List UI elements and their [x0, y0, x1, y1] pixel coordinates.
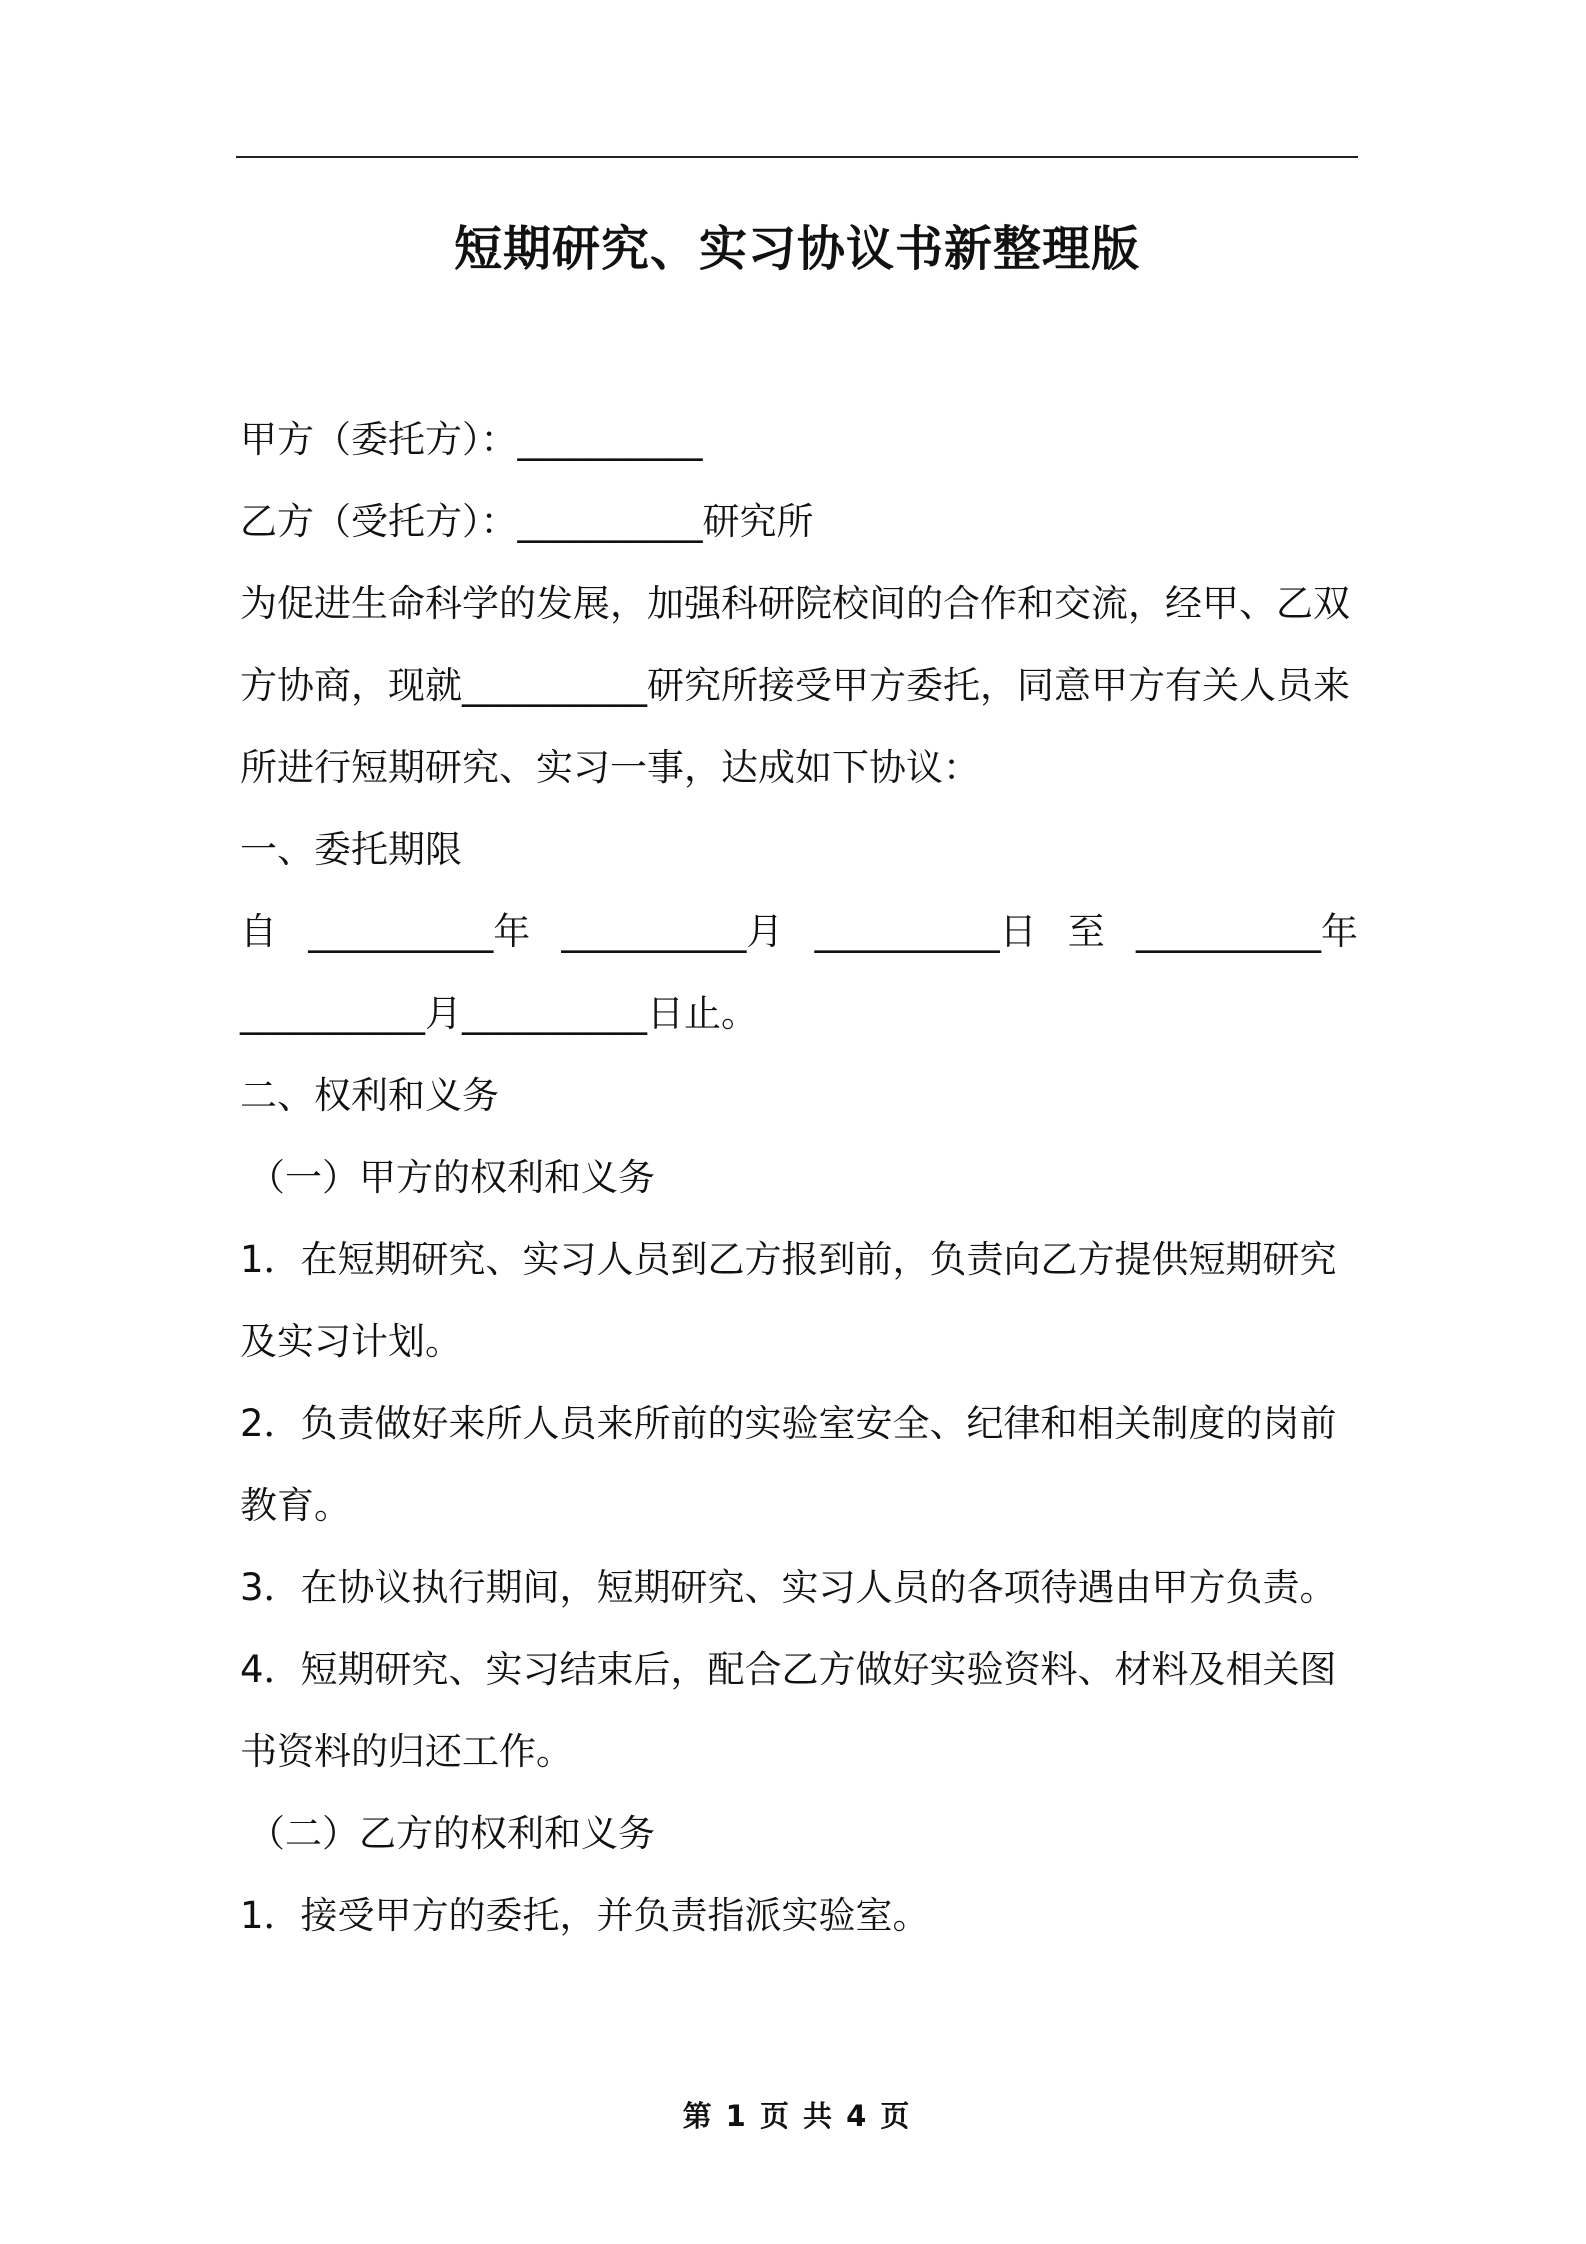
section-heading-term: 一、委托期限 — [240, 828, 462, 871]
party-a-line: 甲方（委托方）：__________ — [240, 418, 703, 461]
party-a-item-1-line-1: 1．在短期研究、实习人员到乙方报到前，负责向乙方提供短期研究 — [240, 1238, 1337, 1281]
period-start-day: __________日 — [814, 910, 1037, 953]
party-a-item-4-line-2: 书资料的归还工作。 — [240, 1730, 573, 1773]
preamble-line-1: 为促进生命科学的发展，加强科研院校间的合作和交流，经甲、乙双 — [240, 582, 1350, 625]
section-heading-rights: 二、权利和义务 — [240, 1074, 499, 1117]
party-a-item-2-line-2: 教育。 — [240, 1484, 351, 1527]
party-a-item-4-line-1: 4．短期研究、实习结束后，配合乙方做好实验资料、材料及相关图 — [240, 1648, 1337, 1691]
party-a-item-2-line-1: 2．负责做好来所人员来所前的实验室安全、纪律和相关制度的岗前 — [240, 1402, 1337, 1445]
period-row-2: __________月__________日止。 — [240, 992, 758, 1035]
party-b-line: 乙方（受托方）：__________研究所 — [240, 500, 814, 543]
preamble-line-3: 所进行短期研究、实习一事，达成如下协议： — [240, 746, 980, 789]
document-title: 短期研究、实习协议书新整理版 — [453, 221, 1140, 277]
subsection-heading-party-b: （二）乙方的权利和义务 — [248, 1812, 655, 1855]
period-end-year: __________年 — [1135, 910, 1358, 953]
period-to-label: 至 — [1067, 910, 1105, 953]
period-start-month: __________月 — [561, 910, 784, 953]
party-b-item-1: 1．接受甲方的委托，并负责指派实验室。 — [240, 1894, 930, 1937]
party-a-item-1-line-2: 及实习计划。 — [240, 1320, 462, 1363]
period-from-label: 自 — [240, 910, 277, 953]
page-number: 第 1 页 共 4 页 — [682, 2099, 912, 2133]
party-a-item-3: 3．在协议执行期间，短期研究、实习人员的各项待遇由甲方负责。 — [240, 1566, 1337, 1609]
period-row-1 — [240, 902, 1358, 962]
subsection-heading-party-a: （一）甲方的权利和义务 — [248, 1156, 655, 1199]
preamble-line-2: 方协商，现就__________研究所接受甲方委托，同意甲方有关人员来 — [240, 664, 1350, 707]
header-rule — [236, 156, 1358, 158]
period-start-year: __________年 — [308, 910, 531, 953]
